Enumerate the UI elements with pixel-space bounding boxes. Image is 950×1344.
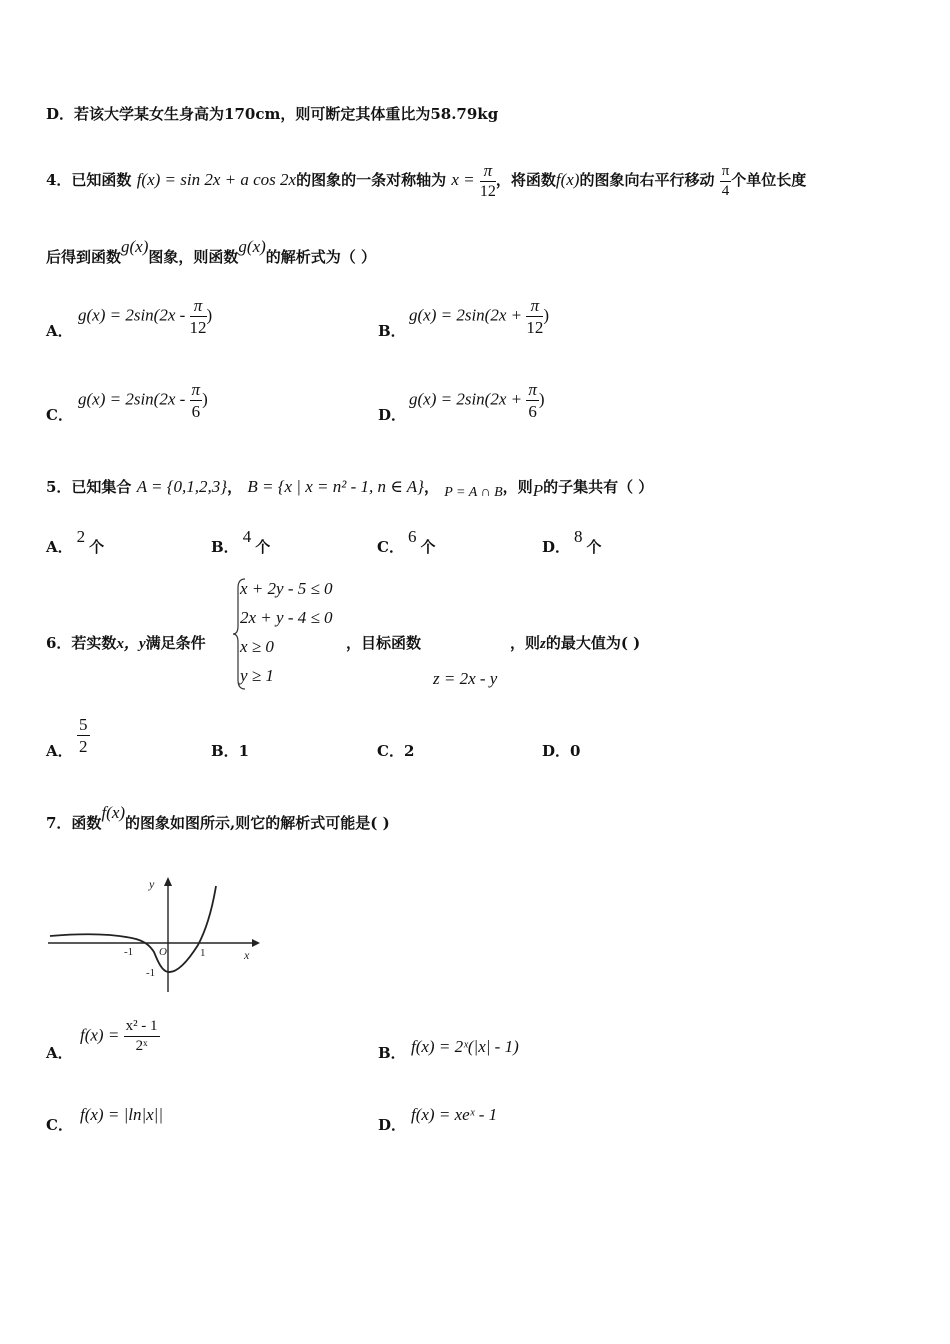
q5-option-d[interactable]: D．8个 <box>542 527 602 556</box>
q6-text-objective: ，目标函数 <box>346 634 422 652</box>
q4-text3: 的图象向右平行移动 <box>579 171 715 189</box>
q4-stem-line1 <box>46 162 806 200</box>
q6-option-c[interactable]: C．2 <box>377 742 415 760</box>
q4-line2c: 的解析式为（ ） <box>265 248 377 266</box>
q5-number: 5．已知集合 <box>46 478 132 496</box>
q4-gx-2: g(x) <box>238 237 266 256</box>
q4-option-d-label[interactable]: D． <box>378 406 407 424</box>
tick-neg1-x: -1 <box>124 946 134 958</box>
q7-number: 7．函数 <box>46 814 102 832</box>
q4-function2: f(x) <box>555 170 580 189</box>
q6-number: 6．若实数 <box>46 634 117 652</box>
q4-line2b: 图象，则函数 <box>148 248 239 266</box>
q6-constraint-4: y ≥ 1 <box>240 666 274 685</box>
option-d-line: D．若该大学某女生身高为170cm，则可断定其体重比为58.79kg <box>46 105 499 123</box>
q4-option-c[interactable]: g(x) = 2sin(2x - $\frac{\pi}{6}$ ) <box>78 380 208 421</box>
q4-option-b-label[interactable]: B． <box>378 322 406 340</box>
q4-axis-fraction: $\frac{\pi}{12}$ <box>479 161 496 200</box>
q5-p-def: P = A ∩ B <box>444 485 503 500</box>
q6-option-a[interactable]: $\frac{5}{2}$ <box>79 715 88 756</box>
q4-option-b[interactable]: g(x) = 2sin(2x + $\frac{\pi}{12}$ ) <box>409 296 550 337</box>
tick-neg1-y: -1 <box>146 967 156 979</box>
q4-line2a: 后得到函数 <box>46 248 122 266</box>
q5-stem: 5．已知集合 A = {0,1,2,3}， B = {x | x = n² - 1, n ∈ A}， P = A ∩ B，则P的子集共有（ ） <box>46 477 654 500</box>
q4-axis-lhs: x = <box>451 170 475 189</box>
q4-function: f(x) = sin 2x + a cos 2x <box>136 170 297 189</box>
q4-option-a-label[interactable]: A． <box>46 322 73 340</box>
function-curve <box>50 886 216 972</box>
tick-1-x: 1 <box>200 947 206 959</box>
q7-stem: 7．函数f(x)的图象如图所示,则它的解析式可能是( ) <box>46 803 390 832</box>
q7-option-a[interactable]: f(x) = $\frac{\text{x² - 1}}{\text{2ˣ}}$ <box>80 1018 158 1054</box>
q7-option-d[interactable]: f(x) = xeˣ - 1 <box>411 1105 498 1124</box>
q7-option-c-label[interactable]: C． <box>46 1116 73 1134</box>
q4-option-d[interactable]: g(x) = 2sin(2x + $\frac{\pi}{6}$ ) <box>409 380 545 421</box>
q5-set-b: B = {x | x = n² - 1, n ∈ A} <box>247 477 424 496</box>
q4-shift-fraction: $\frac{\pi}{4}$ <box>721 162 730 199</box>
q7-function-graph <box>46 872 262 996</box>
q5-option-a[interactable]: A．2个 <box>46 527 105 556</box>
q6-stem: 6．若实数x，y满足条件 <box>46 634 206 652</box>
q4-option-c-label[interactable]: C． <box>46 406 73 424</box>
q5-option-c[interactable]: C．6个 <box>377 527 436 556</box>
q4-number: 4．已知函数 <box>46 171 132 189</box>
q7-option-a-label[interactable]: A． <box>46 1044 73 1062</box>
q4-text1: 的图象的一条对称轴为 <box>296 171 447 189</box>
q6-text-tail: ，则z的最大值为( ) <box>510 634 641 652</box>
q6-constraint-3: x ≥ 0 <box>240 637 274 656</box>
q4-text4: 个单位长度 <box>731 171 807 189</box>
y-axis-label: y <box>149 877 155 891</box>
q5-option-b[interactable]: B．4个 <box>211 527 271 556</box>
q6-option-b[interactable]: B．1 <box>211 742 250 760</box>
q4-option-a[interactable]: g(x) = 2sin(2x - $\frac{\pi}{12}$ ) <box>78 296 213 337</box>
q6-objective-expr: z = 2x - y <box>433 669 498 688</box>
q6-option-d[interactable]: D．0 <box>542 742 581 760</box>
origin-label: O <box>159 946 167 958</box>
q4-text2: ，将函数 <box>495 171 556 189</box>
q6-option-a-label[interactable]: A． <box>46 742 73 760</box>
x-axis-arrow <box>252 939 260 947</box>
y-axis-arrow <box>164 877 172 886</box>
q4-stem-line2 <box>46 237 377 267</box>
q6-constraint-2: 2x + y - 4 ≤ 0 <box>240 608 333 627</box>
q4-gx: g(x) <box>121 237 149 256</box>
q6-constraint-1: x + 2y - 5 ≤ 0 <box>240 579 333 598</box>
q7-option-b-label[interactable]: B． <box>378 1044 406 1062</box>
q7-option-b[interactable]: f(x) = 2ˣ(|x| - 1) <box>411 1037 519 1056</box>
x-axis-label: x <box>244 948 250 962</box>
q5-set-a: A = {0,1,2,3} <box>136 477 228 496</box>
q7-option-d-label[interactable]: D． <box>378 1116 407 1134</box>
q7-option-c[interactable]: f(x) = |ln|x|| <box>80 1105 164 1124</box>
